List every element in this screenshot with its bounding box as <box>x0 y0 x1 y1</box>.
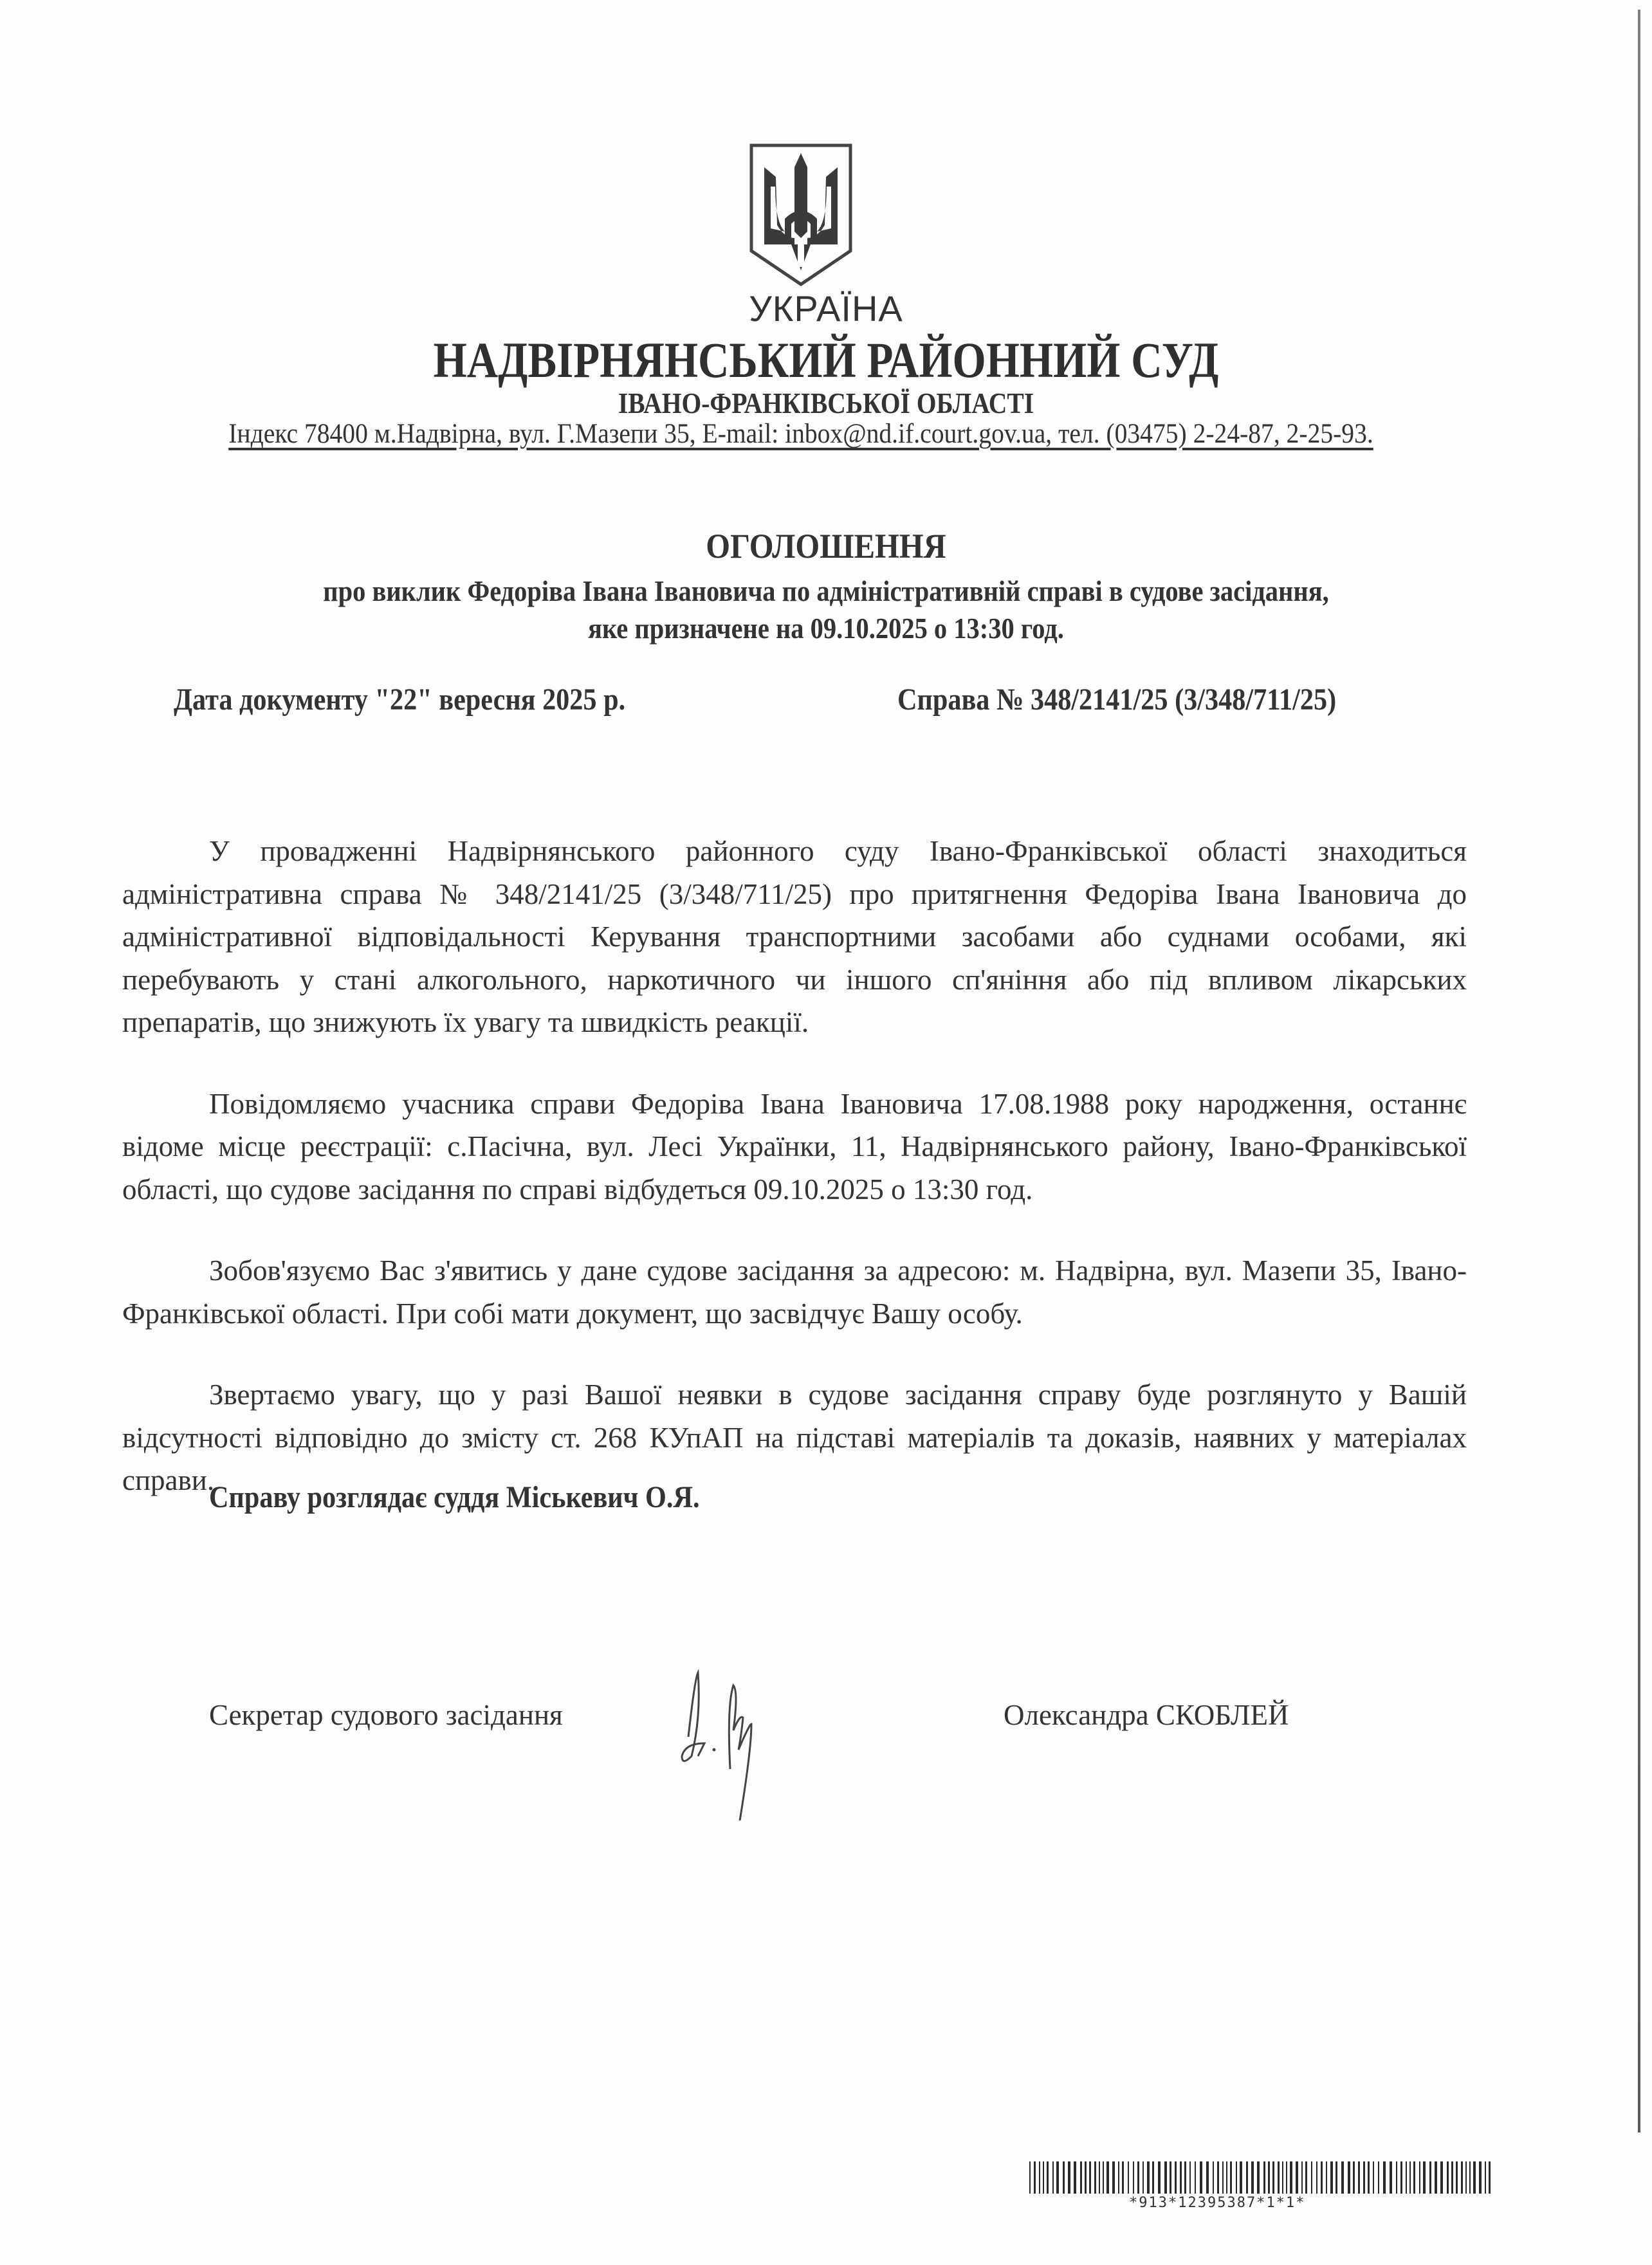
barcode-bar <box>1429 2161 1431 2194</box>
barcode-bar <box>1200 2161 1202 2194</box>
barcode-bar <box>1413 2161 1415 2194</box>
barcode-bar <box>1089 2161 1091 2194</box>
barcode-bar <box>1068 2161 1070 2194</box>
barcode-bar <box>1175 2161 1177 2194</box>
announcement-body <box>122 830 1467 1541</box>
country-name: УКРАЇНА <box>749 288 903 329</box>
barcode-bar <box>1056 2161 1059 2194</box>
barcode-bar <box>1390 2161 1392 2194</box>
barcode-bar <box>1195 2161 1196 2194</box>
barcode-bar <box>1321 2161 1323 2194</box>
barcode-bar <box>1236 2161 1237 2194</box>
barcode-bar <box>1335 2161 1337 2194</box>
barcode-bar <box>1305 2161 1307 2194</box>
barcode-bar <box>1290 2161 1292 2194</box>
barcode-bar <box>1180 2161 1182 2194</box>
barcode-bar <box>1118 2161 1119 2194</box>
presiding-judge: Справу розглядає суддя Міськевич О.Я. <box>209 1480 700 1514</box>
barcode-bar <box>1485 2161 1486 2194</box>
barcode-bar <box>1137 2161 1139 2194</box>
barcode-bar <box>1451 2161 1453 2194</box>
court-name: НАДВІРНЯНСЬКИЙ РАЙОННИЙ СУД <box>433 332 1219 388</box>
secretary-role: Секретар судового засідання <box>209 1699 563 1731</box>
barcode-bar <box>1358 2161 1360 2194</box>
announcement-title: ОГОЛОШЕННЯ <box>706 527 946 565</box>
barcode-bar <box>1461 2161 1463 2194</box>
barcode-bar <box>1440 2161 1443 2194</box>
barcode-bar <box>1473 2161 1476 2194</box>
coat-of-arms-trident-icon <box>746 142 856 289</box>
barcode-bar <box>1286 2161 1287 2194</box>
barcode-bar <box>1103 2161 1104 2194</box>
barcode-bar <box>1311 2161 1312 2194</box>
barcode-bar <box>1409 2161 1411 2194</box>
document-date: Дата документу "22" вересня 2025 р. <box>174 683 626 717</box>
barcode-bar <box>1341 2161 1344 2194</box>
body-paragraph-notification: Повідомляємо учасника справи Федоріва Івана Івановича 17.08.1988 року народження, останнє відоме місце реєстрації: с.Пасічна, вул. Лесі Українки, 11, Надвірнянського району, Івано-Франківської області, що судове засідання по справі відбудеться 09.10.2025 о 13:30 год. <box>122 1087 1467 1206</box>
barcode-bar <box>1406 2161 1407 2194</box>
barcode-bar <box>1348 2161 1350 2194</box>
barcode-bar <box>1213 2161 1214 2194</box>
barcode-bar <box>1052 2161 1054 2194</box>
barcode-bar <box>1217 2161 1219 2194</box>
body-paragraph-proceedings: У провадженні Надвірнянського районного суду Івано-Франківської області знаходиться адміністративна справа № 348/2141/25 (3/348/711/25) про притягнення Федоріва Івана Івановича до адміністративної відповідальності Керування транспортними засобами або суднами особами, які перебувають у стані алкогольного, наркотичного чи іншого сп'яніння або під впливом лікарських препаратів, що знижують їх увагу та швидкість реакції. <box>122 835 1467 1038</box>
barcode-bar <box>1029 2161 1031 2194</box>
barcode-bar <box>1170 2161 1171 2194</box>
barcode-bar <box>1122 2161 1124 2194</box>
announcement-subtitle <box>99 573 1553 647</box>
barcode-bar <box>1396 2161 1397 2194</box>
barcode-bar <box>1263 2161 1265 2194</box>
barcode-bar <box>1278 2161 1280 2194</box>
subtitle-line-1: про виклик Федоріва Івана Івановича по адміністративній справі в судове засідання, <box>323 574 1329 607</box>
barcode-bar <box>1080 2161 1082 2194</box>
barcode-bar <box>1257 2161 1260 2194</box>
barcode-bar <box>1465 2161 1467 2194</box>
barcode-bar <box>1400 2161 1402 2194</box>
barcode-bar <box>1206 2161 1209 2194</box>
barcode-bar <box>1435 2161 1437 2194</box>
barcode-bar <box>1251 2161 1254 2194</box>
secretary-name: Олександра СКОБЛЕЙ <box>1004 1699 1289 1731</box>
barcode-bar <box>1164 2161 1167 2194</box>
handwritten-signature-icon <box>669 1653 772 1820</box>
barcode-bar <box>1152 2161 1154 2194</box>
barcode-bar <box>1316 2161 1317 2194</box>
subtitle-line-2: яке призначене на 09.10.2025 о 13:30 год. <box>588 612 1064 645</box>
barcode-bar <box>1383 2161 1386 2194</box>
barcode-bar <box>1143 2161 1144 2194</box>
barcode-bar <box>1184 2161 1186 2194</box>
barcode-bar <box>1326 2161 1327 2194</box>
barcode-bar <box>1189 2161 1191 2194</box>
barcode-bar <box>1226 2161 1227 2194</box>
barcode-bar <box>1039 2161 1040 2194</box>
barcode-bar <box>1368 2161 1370 2194</box>
barcode-bar <box>1301 2161 1303 2194</box>
court-region: ІВАНО-ФРАНКІВСЬКОЇ ОБЛАСТІ <box>618 387 1034 419</box>
barcode-bar <box>1469 2161 1471 2194</box>
barcode-bar <box>1240 2161 1242 2194</box>
barcode-bar <box>1479 2161 1482 2194</box>
barcode-number: *913*12395387*1*1* <box>1129 2195 1306 2211</box>
barcode-bar <box>1133 2161 1134 2194</box>
barcode-bar <box>1222 2161 1224 2194</box>
court-address-contacts: Індекс 78400 м.Надвірна, вул. Г.Мазепи 35, E-mail: inbox@nd.if.court.gov.ua, тел. (03475) 2-24-87, 2-25-93. <box>228 419 1373 449</box>
barcode-bar <box>1085 2161 1087 2194</box>
barcode-bar <box>1282 2161 1283 2194</box>
barcode-bar <box>1147 2161 1150 2194</box>
barcode-bar <box>1373 2161 1374 2194</box>
barcode-bar <box>1272 2161 1274 2194</box>
barcode-bar <box>1447 2161 1449 2194</box>
body-paragraph-warning: Звертаємо увагу, що у разі Вашої неявки в судове засідання справу буде розглянуто у Вашій відсутності відповідно до змісту ст. 268 КУпАП на підставі матеріалів та доказів, наявних у матеріалах справи. <box>122 1379 1467 1496</box>
barcode-bar <box>1363 2161 1365 2194</box>
barcode-bar <box>1296 2161 1298 2194</box>
barcode-bar <box>1106 2161 1109 2194</box>
barcode-bar <box>1158 2161 1161 2194</box>
barcode-bar <box>1230 2161 1232 2194</box>
barcode-bar <box>1112 2161 1115 2194</box>
case-number: Справа № 348/2141/25 (3/348/711/25) <box>897 683 1337 717</box>
barcode-bar <box>1353 2161 1355 2194</box>
barcode-bar <box>1378 2161 1379 2194</box>
barcode-bar <box>1094 2161 1096 2194</box>
barcode-bar <box>1456 2161 1458 2194</box>
barcode-icon <box>1029 2161 1492 2194</box>
barcode-bar <box>1034 2161 1036 2194</box>
barcode-bar <box>1419 2161 1420 2194</box>
barcode-bar <box>1074 2161 1076 2194</box>
barcode-bar <box>1047 2161 1049 2194</box>
barcode-bar <box>1246 2161 1248 2194</box>
barcode-bar <box>1268 2161 1270 2194</box>
body-paragraph-obligation: Зобов'язуємо Вас з'явитись у дане судове засідання за адресою: м. Надвірна, вул. Мазепи 35, Івано-Франківської області. При собі мати документ, що засвідчує Вашу особу. <box>122 1254 1467 1330</box>
barcode-bar <box>1489 2161 1491 2194</box>
barcode-bar <box>1099 2161 1100 2194</box>
barcode-bar <box>1330 2161 1333 2194</box>
barcode-bar <box>1063 2161 1065 2194</box>
barcode-bar <box>1043 2161 1044 2194</box>
barcode-bar <box>1423 2161 1426 2194</box>
barcode-bar <box>1128 2161 1129 2194</box>
